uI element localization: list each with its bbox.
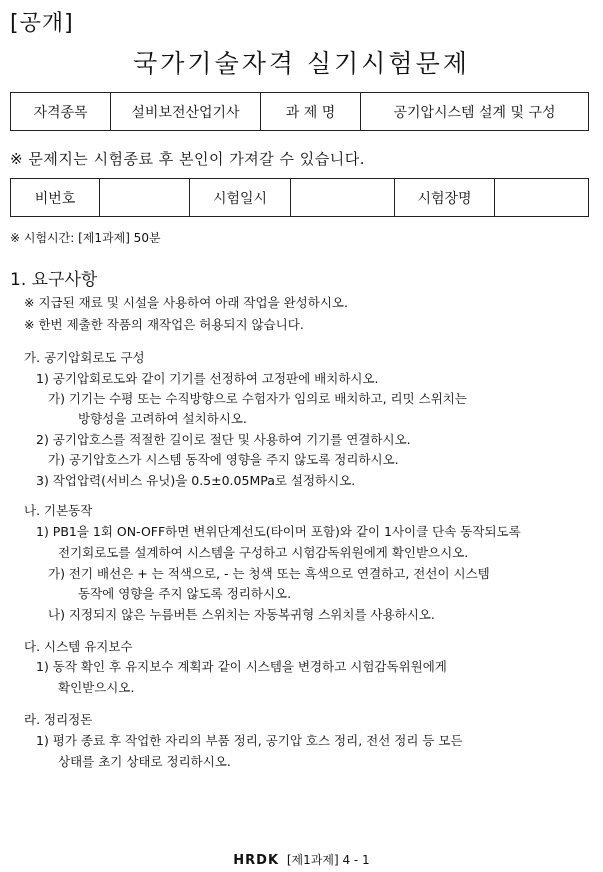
section-ga-title: 가. 공기압회로도 구성 [24,350,145,365]
section-da-title: 다. 시스템 유지보수 [24,639,133,654]
intro-line-2: ※ 한번 제출한 작품의 재작업은 허용되지 않습니다. [24,317,304,332]
section-na-line: 1) PB1을 1회 ON-OFF하면 변위단계선도(타이머 포함)와 같이 1사이클 단속 동작되도록 [36,524,521,539]
exam-date-value [291,179,395,217]
document-title: 국가기술자격 실기시험문제 [133,49,470,78]
section-ga-line: 방향성을 고려하여 설치하시오. [78,411,247,426]
section-ra-line: 상태를 초기 상태로 정리하시오. [58,754,231,769]
section-na-line: 나) 지정되지 않은 누름버튼 스위치는 자동복귀형 스위치를 사용하시오. [48,607,435,622]
public-tag: [공개] [10,11,74,36]
section-da-line: 확인받으시오. [58,680,135,695]
page-footer [0,851,603,868]
section-na-line: 동작에 영향을 주지 않도록 정리하시오. [78,586,292,601]
section-ga-line: 가) 기기는 수평 또는 수직방향으로 수험자가 임의로 배치하고, 리밋 스위치는 [48,391,467,406]
exam-date-label: 시험일시 [190,179,291,217]
section-da-line: 1) 동작 확인 후 유지보수 계획과 같이 시스템을 변경하고 시험감독위원에게 [36,659,447,674]
exam-time: ※ 시험시간: [제1과제] 50분 [10,231,161,245]
exam-place-label: 시험장명 [395,179,495,217]
intro-line-1: ※ 지급된 재료 및 시설을 사용하여 아래 작업을 완성하시오. [24,295,348,310]
secret-number-label: 비번호 [11,179,100,217]
section-ga-line: 1) 공기압회로도와 같이 기기를 선정하여 고정판에 배치하시오. [36,371,379,386]
task-label: 과 제 명 [261,93,361,131]
requirements-heading: 1. 요구사항 [10,270,98,290]
section-ra-title: 라. 정리정돈 [24,712,93,727]
qualification-table [10,92,589,131]
exam-info-table [10,178,589,217]
section-na-line: 전기회로도를 설계하여 시스템을 구성하고 시험감독위원에게 확인받으시오. [58,545,469,560]
field-label: 자격종목 [11,93,111,131]
notice-text: ※ 문제지는 시험종료 후 본인이 가져갈 수 있습니다. [10,150,366,168]
section-ga-line: 가) 공기압호스가 시스템 동작에 영향을 주지 않도록 정리하시오. [48,452,399,467]
section-ga-line: 3) 작업압력(서비스 유닛)을 0.5±0.05MPa로 설정하시오. [36,473,356,488]
section-na-title: 나. 기본동작 [24,503,93,518]
page-number: [제1과제] 4 - 1 [286,853,370,867]
section-ga-line: 2) 공기압호스를 적절한 길이로 절단 및 사용하여 기기를 연결하시오. [36,432,411,447]
section-na-line: 가) 전기 배선은 + 는 적색으로, - 는 청색 또는 흑색으로 연결하고, 전선이 시스템 [48,566,490,581]
section-ra-line: 1) 평가 종료 후 작업한 자리의 부품 정리, 공기압 호스 정리, 전선 정리 등 모든 [36,733,463,748]
field-value: 설비보전산업기사 [111,93,261,131]
hrdk-logo: HRDK [233,853,280,868]
secret-number-value [100,179,190,217]
exam-place-value [495,179,589,217]
task-value: 공기압시스템 설계 및 구성 [361,93,589,131]
